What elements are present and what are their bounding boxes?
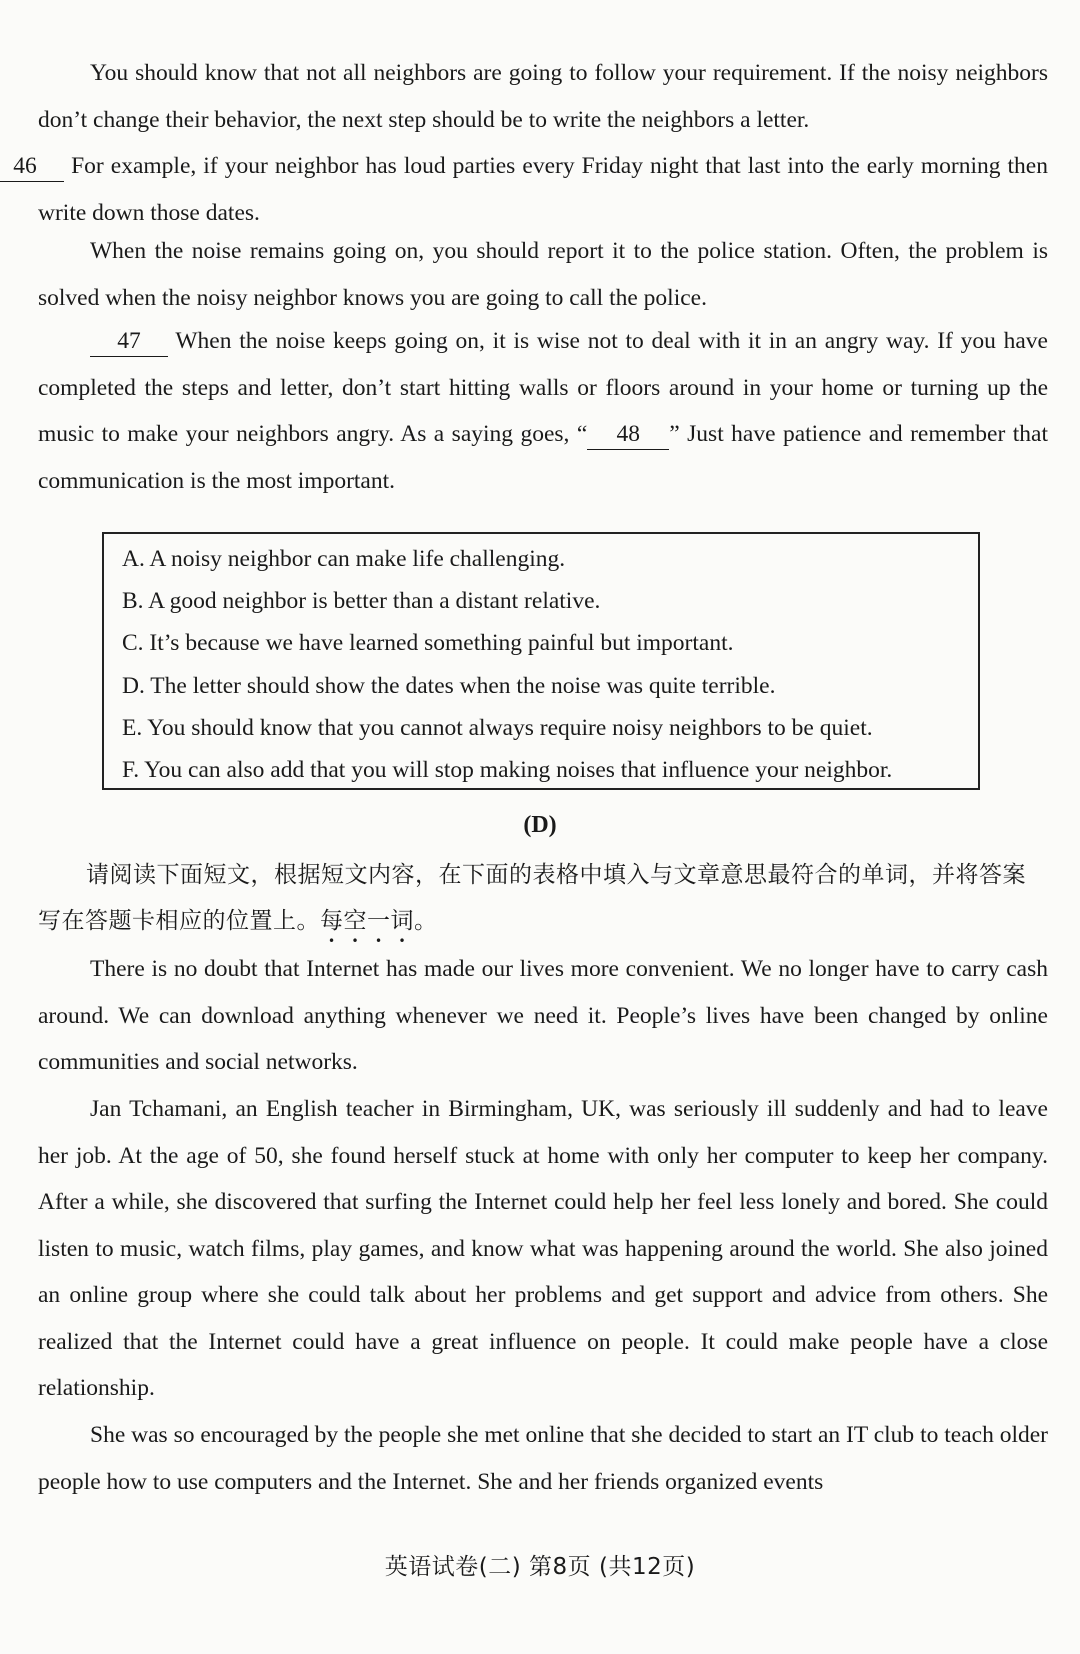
option-c: C. It’s because we have learned something painful but important. <box>122 630 734 657</box>
option-b: B. A good neighbor is better than a distant relative. <box>122 588 601 615</box>
section-d-paragraph-2: Jan Tchamani, an English teacher in Birmingham, UK, was seriously ill suddenly and had to leave her job. At the age of 50, she found herself stuck at home with only her computer to keep her company. After a while, she discovered that surfing the Internet could help her feel less lonely and bored. She could listen to music, watch films, play games, and know what was happening around the world. She also joined an online group where she could talk about her problems and get support and advice from others. She realized that the Internet could have a great influence on people. It could make people have a close relationship. <box>38 1096 1048 1401</box>
section-d-label: (D) <box>523 812 557 838</box>
blank-48: 48 <box>587 419 669 450</box>
page-footer: 英语试卷(二) 第8页 (共12页) <box>384 1554 696 1580</box>
blank-46: 46 <box>0 151 64 182</box>
option-d: D. The letter should show the dates when the noise was quite terrible. <box>122 672 776 699</box>
section-d-paragraph-3: She was so encouraged by the people she met online that she decided to start an IT club to teach older people how to use computers and the Internet. She and her friends organized events <box>38 1422 1048 1495</box>
passage-c-paragraph-3: 47 When the noise keeps going on, it is wise not to deal with it in an angry way. If you have completed the steps and letter, don’t start hitting walls or floors around in your home or turning up the music to make your neighbors angry. As a saying goes, “ 48 ” Just have patience and remember that communication is the most important. <box>38 328 1048 494</box>
options-box <box>102 532 980 790</box>
option-a: A. A noisy neighbor can make life challenging. <box>122 546 566 572</box>
option-f: F. You can also add that you will stop making noises that influence your neighbor. <box>122 757 893 784</box>
section-d-instruction: 请阅读下面短文，根据短文内容，在下面的表格中填入与文章意思最符合的单词，并将答案写在答题卡相应的位置上。每空一词。 <box>38 862 1026 934</box>
emphasis-each-blank-one-word: 每空一词 <box>320 908 414 934</box>
option-e: E. You should know that you cannot always require noisy neighbors to be quiet. <box>122 714 873 741</box>
section-d-paragraph-1: There is no doubt that Internet has made our lives more convenient. We no longer have to carry cash around. We can download anything whenever we need it. People’s lives have been changed by online communities and social networks. <box>38 956 1048 1075</box>
passage-c-paragraph-1: You should know that not all neighbors are going to follow your requirement. If the noisy neighbors don’t change their behavior, the next step should be to write the neighbors a letter. 46 For example, if your neighbor has loud parties every Friday night that last into the early morning then write down those dates. <box>38 50 1048 236</box>
passage-c-paragraph-2: When the noise remains going on, you should report it to the police station. Often, the problem is solved when the noisy neighbor knows you are going to call the police. <box>38 238 1048 311</box>
blank-47: 47 <box>90 326 168 357</box>
